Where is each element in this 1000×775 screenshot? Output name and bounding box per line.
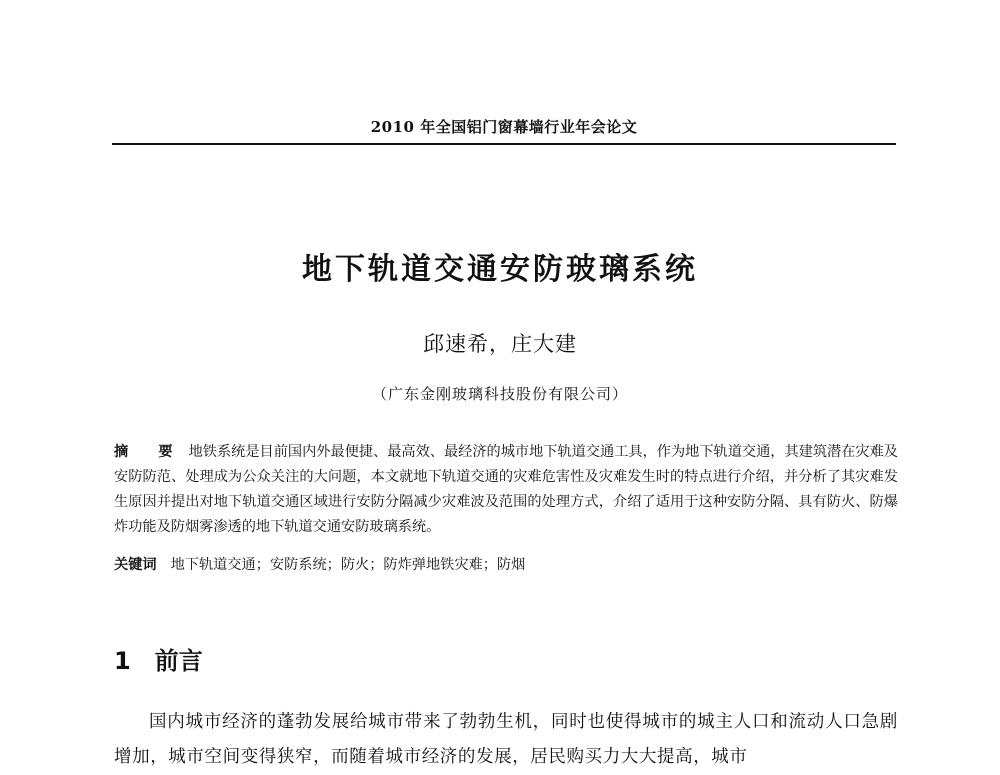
paper-title: 地下轨道交通安防玻璃系统	[302, 252, 698, 287]
affiliation: （广东金刚玻璃科技股份有限公司）	[371, 385, 628, 403]
header-rule	[112, 143, 896, 145]
body-paragraph: 国内城市经济的蓬勃发展给城市带来了勃勃生机，同时也使得城市的城主人口和流动人口急剧增加，城市空间变得狭窄，而随着城市经济的发展，居民购买力大大提高，城市	[114, 712, 898, 767]
keywords-text: 地下轨道交通；安防系统；防火；防炸弹地铁灾难；防烟	[170, 557, 526, 573]
section-number: 1	[114, 647, 131, 675]
authors: 邱速希，庄大建	[423, 332, 577, 356]
abstract	[114, 440, 898, 540]
running-header: 2010 年全国铝门窗幕墙行业年会论文	[370, 118, 638, 136]
abstract-label: 摘 要	[114, 444, 181, 460]
abstract-text: 地铁系统是目前国内外最便捷、最高效、最经济的城市地下轨道交通工具，作为地下轨道交通，其建筑潜在灾难及安防防范、处理成为公众关注的大问题，本文就地下轨道交通的灾难危害性及灾难发生时的特点进行介绍，并分析了其灾难发生原因并提出对地下轨道交通区域进行安防分隔减少灾难波及范围的处理方式，介绍了适用于这种安防分隔、具有防火、防爆炸功能及防烟雾渗透的地下轨道交通安防玻璃系统。	[114, 444, 898, 535]
section-title: 前言	[154, 647, 203, 675]
keywords-label: 关键词	[114, 557, 157, 573]
keywords	[114, 553, 898, 578]
section-heading	[114, 641, 203, 676]
